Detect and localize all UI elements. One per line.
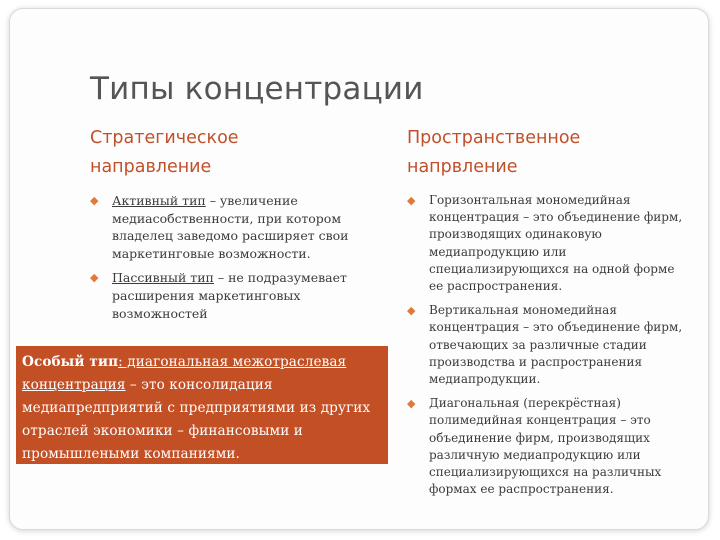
list-item [90,269,390,322]
left-column-heading: Стратегическое направление [90,128,239,177]
special-type-callout [16,346,388,464]
item-term: Активный тип [112,193,206,208]
item-text: Диагональная (перекрёстная) полимедийная концентрация – это объединение фирм, производящих различную медиапродукцию или специализирующихся на различных формах ее распространения. [429,396,662,497]
list-item [407,395,692,498]
callout-term: : диагональная межотраслевая концентрация [22,354,347,393]
diamond-bullet-icon: ◆ [90,271,99,285]
diamond-bullet-icon: ◆ [407,397,416,411]
item-text: – увеличение медиасобственности, при котором владелец заведомо расширяет свои маркетинговые возможности. [112,193,349,261]
item-text: Вертикальная мономедийная концентрация – это объединение фирм, отвечающих за различные стадии производства и распространения медиапродукции. [429,303,683,387]
left-bullet-list [90,192,390,329]
slide-title: Типы концентрации [90,71,424,107]
right-bullet-list [407,192,692,505]
diamond-bullet-icon: ◆ [407,194,416,207]
item-term: Пассивный тип [112,270,214,286]
right-column-heading: Пространственное напрвление [407,128,581,177]
item-text: Горизонтальная мономедийная концентрация – это объединение фирм, производящих одинаковую медиапродукцию или специализирующихся на одной форме ее распространения. [429,193,683,294]
callout-lead: Особый тип [22,354,119,370]
diamond-bullet-icon: ◆ [407,304,416,318]
list-item [407,302,692,388]
list-item [407,192,692,295]
diamond-bullet-icon: ◆ [90,194,99,207]
callout-text: – это консолидация медиапредприятий с предприятиями из других отраслей экономики – финансовыми и промышлеными компаниями. [22,377,371,462]
item-text: – не подразумевает расширения маркетинговых возможностей [112,270,347,321]
list-item [90,192,390,262]
